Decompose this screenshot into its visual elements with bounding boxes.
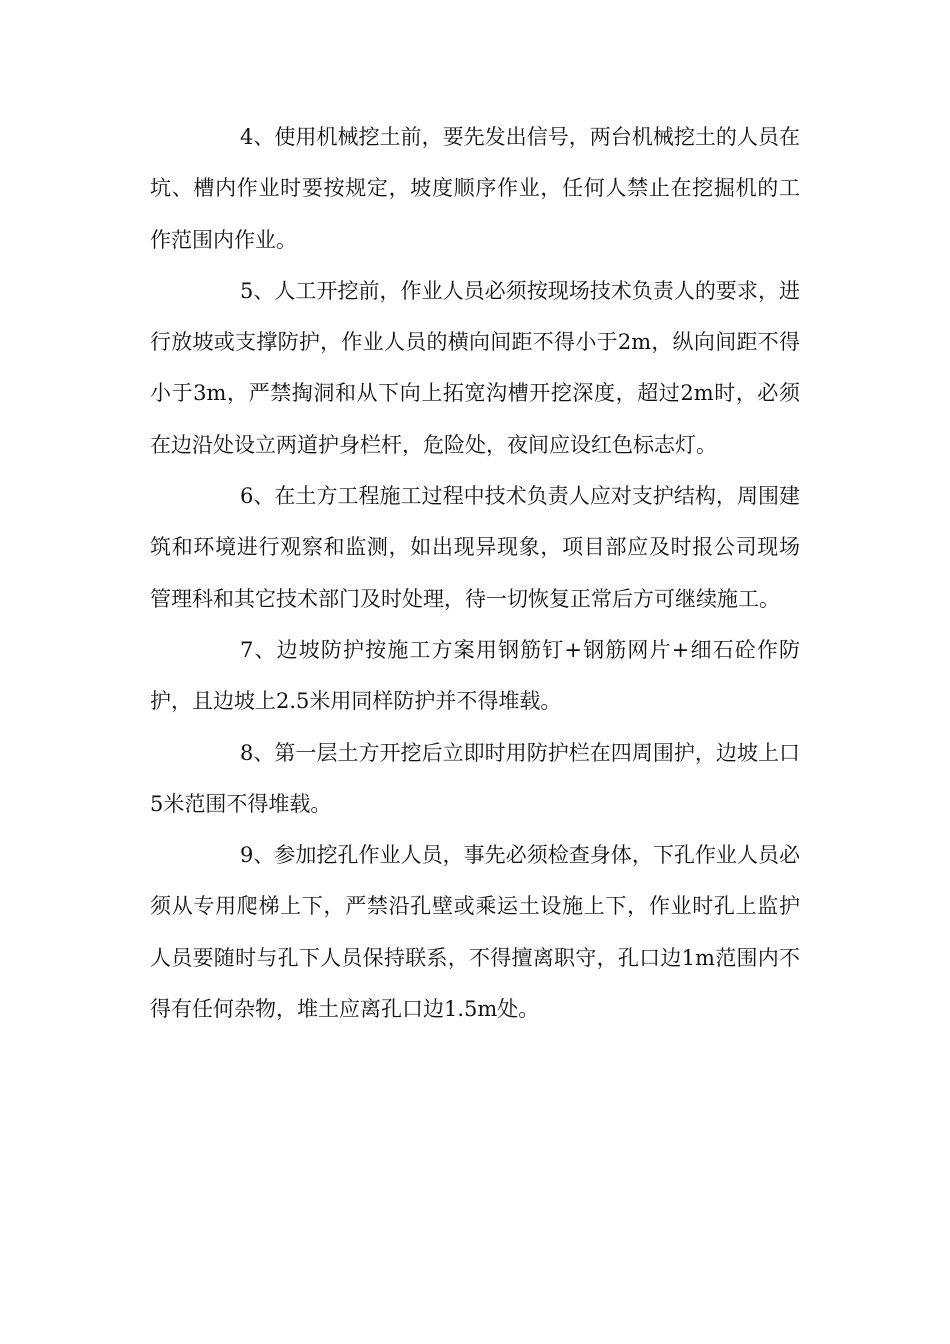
paragraph-4: 4、使用机械挖土前，要先发出信号，两台机械挖土的人员在坑、槽内作业时要按规定，坡度顺序作业，任何人禁止在挖掘机的工作范围内作业。	[150, 125, 800, 252]
paragraph-7: 7、边坡防护按施工方案用钢筋钉+钢筋网片+细石砼作防护，且边坡上2.5米用同样防护并不得堆载。	[150, 637, 800, 714]
paragraph-6: 6、在土方工程施工过程中技术负责人应对支护结构，周围建筑和环境进行观察和监测，如出现异现象，项目部应及时报公司现场管理科和其它技术部门及时处理，待一切恢复正常后方可继续施工。	[150, 484, 800, 611]
paragraph-8: 8、第一层土方开挖后立即时用防护栏在四周围护，边坡上口5米范围不得堆载。	[150, 740, 800, 816]
document-body	[150, 112, 800, 1035]
paragraph-9: 9、参加挖孔作业人员，事先必须检查身体，下孔作业人员必须从专用爬梯上下，严禁沿孔壁或乘运土设施上下，作业时孔上监护人员要随时与孔下人员保持联系，不得擅离职守，孔口边1m范围内不得有任何杂物，堆土应离孔口边1.5m处。	[150, 843, 800, 1022]
paragraph-5: 5、人工开挖前，作业人员必须按现场技术负责人的要求，进行放坡或支撑防护，作业人员的横向间距不得小于2m，纵向间距不得小于3m，严禁掏洞和从下向上拓宽沟槽开挖深度，超过2m时，必须在边沿处设立两道护身栏杆，危险处，夜间应设红色标志灯。	[150, 278, 800, 457]
